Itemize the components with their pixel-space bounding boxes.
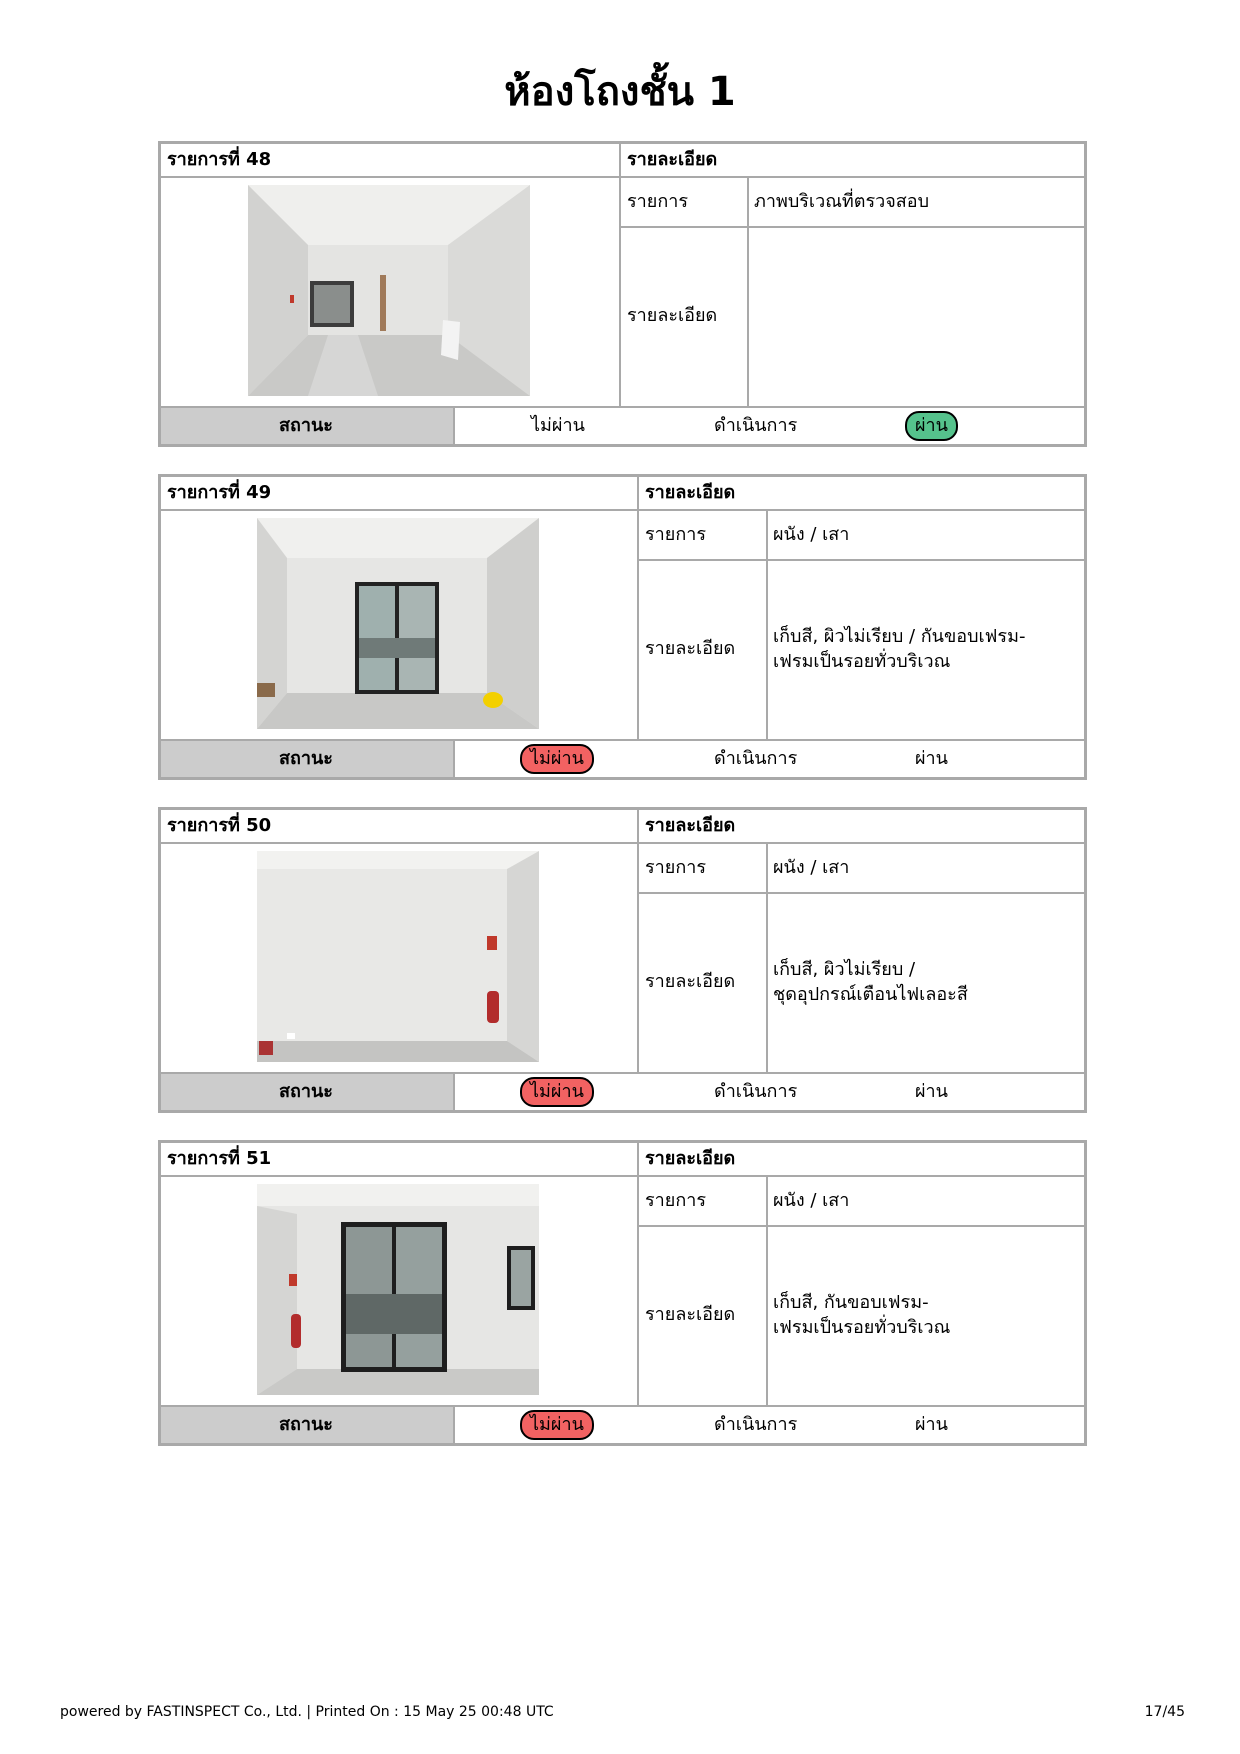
interior-room-photo[interactable]	[248, 185, 530, 396]
detail-header: รายละเอียด	[627, 149, 718, 170]
status-label: สถานะ	[279, 1081, 333, 1102]
detail-label: รายละเอียด	[645, 1304, 736, 1325]
inspection-card-50	[158, 807, 1087, 1113]
status-fail-option[interactable]: ไม่ผ่าน	[520, 1077, 594, 1107]
inspection-card-51	[158, 1140, 1087, 1446]
detail-value-line-2: ชุดอุปกรณ์เตือนไฟเลอะสี	[773, 984, 968, 1005]
detail-label: รายละเอียด	[645, 638, 736, 659]
status-label: สถานะ	[279, 748, 333, 769]
item-value: ผนัง / เสา	[773, 857, 850, 878]
detail-header: รายละเอียด	[645, 815, 736, 836]
item-header: รายการที่ 51	[167, 1148, 272, 1169]
item-label: รายการ	[645, 524, 706, 545]
status-fail-option[interactable]: ไม่ผ่าน	[531, 415, 585, 436]
status-in-progress-option[interactable]: ดำเนินการ	[714, 1081, 798, 1102]
status-label: สถานะ	[279, 1414, 333, 1435]
status-pass-option[interactable]: ผ่าน	[905, 411, 958, 441]
detail-value-line-1: เก็บสี, ผิวไม่เรียบ / กันขอบเฟรม-	[773, 626, 1026, 647]
item-header: รายการที่ 50	[167, 815, 272, 836]
detail-value-line-2: เฟรมเป็นรอยทั่วบริเวณ	[773, 651, 951, 672]
detail-header: รายละเอียด	[645, 482, 736, 503]
inspection-card-48	[158, 141, 1087, 447]
status-pass-option[interactable]: ผ่าน	[915, 1414, 948, 1435]
glass-door-room-photo[interactable]	[257, 1184, 539, 1395]
footer-text: powered by FASTINSPECT Co., Ltd. | Printed On : 15 May 25 00:48 UTC	[60, 1704, 554, 1720]
detail-label: รายละเอียด	[645, 971, 736, 992]
item-value: ภาพบริเวณที่ตรวจสอบ	[754, 191, 929, 212]
detail-header: รายละเอียด	[645, 1148, 736, 1169]
detail-value-line-1: เก็บสี, ผิวไม่เรียบ /	[773, 959, 916, 980]
status-label: สถานะ	[279, 415, 333, 436]
item-label: รายการ	[645, 857, 706, 878]
status-in-progress-option[interactable]: ดำเนินการ	[714, 415, 798, 436]
detail-label: รายละเอียด	[627, 305, 718, 326]
page-number: 17/45	[1144, 1704, 1185, 1720]
detail-value-line-1: เก็บสี, กันขอบเฟรม-	[773, 1292, 929, 1313]
item-label: รายการ	[627, 191, 688, 212]
sliding-door-photo[interactable]	[257, 518, 539, 729]
wall-fire-extinguisher-photo[interactable]	[257, 851, 539, 1062]
detail-value-line-2: เฟรมเป็นรอยทั่วบริเวณ	[773, 1317, 951, 1338]
item-value: ผนัง / เสา	[773, 1190, 850, 1211]
item-label: รายการ	[645, 1190, 706, 1211]
status-pass-option[interactable]: ผ่าน	[915, 748, 948, 769]
item-value: ผนัง / เสา	[773, 524, 850, 545]
item-header: รายการที่ 49	[167, 482, 272, 503]
status-in-progress-option[interactable]: ดำเนินการ	[714, 748, 798, 769]
status-fail-option[interactable]: ไม่ผ่าน	[520, 744, 594, 774]
status-in-progress-option[interactable]: ดำเนินการ	[714, 1414, 798, 1435]
status-pass-option[interactable]: ผ่าน	[915, 1081, 948, 1102]
status-fail-option[interactable]: ไม่ผ่าน	[520, 1410, 594, 1440]
item-header: รายการที่ 48	[167, 149, 272, 170]
page-title: ห้องโถงชั้น 1	[504, 69, 736, 115]
inspection-card-49	[158, 474, 1087, 780]
